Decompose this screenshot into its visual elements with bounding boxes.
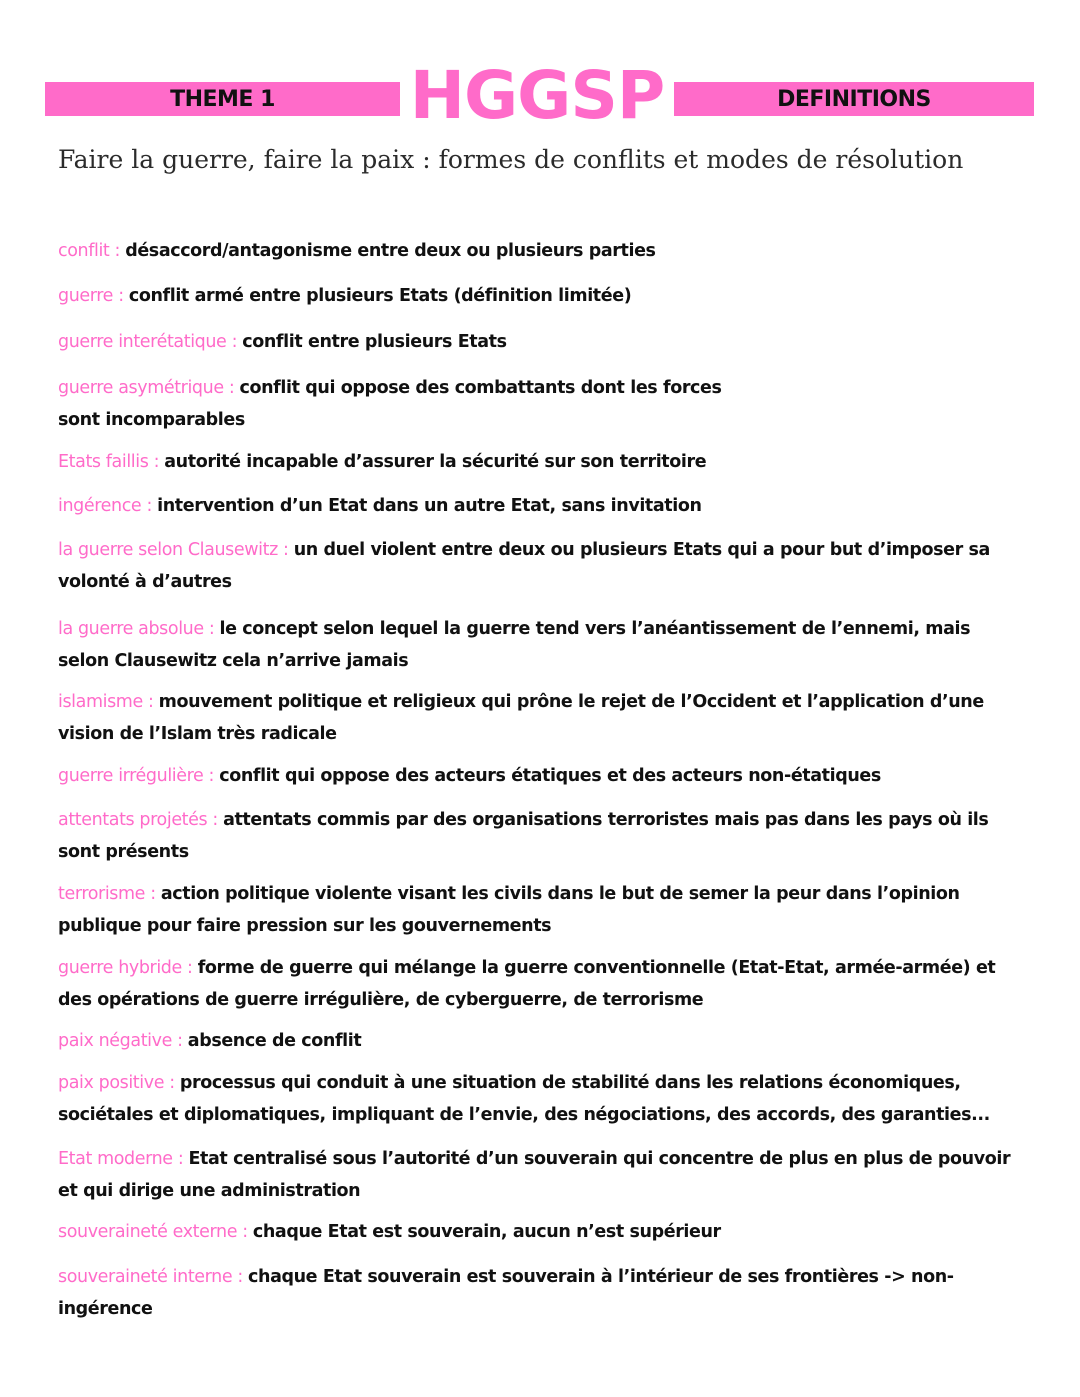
definition-text: conflit entre plusieurs Etats <box>242 332 507 352</box>
definition-text: intervention d’un Etat dans un autre Etat, sans invitation <box>157 496 702 516</box>
definition-item: guerre irrégulière : conflit qui oppose des acteurs étatiques et des acteurs non-étatiques <box>58 766 881 786</box>
definition-term: souveraineté interne <box>58 1267 233 1287</box>
definition-item: souveraineté externe : chaque Etat est souverain, aucun n’est supérieur <box>58 1222 721 1242</box>
definition-text: attentats commis par des organisations terroristes mais pas dans les pays où ils sont présents <box>58 810 989 862</box>
definition-item: Etats faillis : autorité incapable d’assurer la sécurité sur son territoire <box>58 452 707 472</box>
definition-term: conflit <box>58 241 110 261</box>
definition-term: attentats projetés <box>58 810 208 830</box>
definition-term: guerre interétatique <box>58 332 227 352</box>
definition-term: la guerre selon Clausewitz <box>58 540 278 560</box>
definition-item: paix négative : absence de conflit <box>58 1031 362 1051</box>
definition-text: un duel violent entre deux ou plusieurs Etats qui a pour but d’imposer sa volonté à d’autres <box>58 540 990 592</box>
definition-item: attentats projetés : attentats commis par des organisations terroristes mais pas dans les pays où ils sont présents <box>58 810 989 862</box>
definition-term: islamisme <box>58 692 143 712</box>
definition-text: autorité incapable d’assurer la sécurité sur son territoire <box>164 452 707 472</box>
definition-item: guerre asymétrique : conflit qui oppose des combattants dont les forces sont incomparables <box>58 378 722 430</box>
definition-item: ingérence : intervention d’un Etat dans un autre Etat, sans invitation <box>58 496 702 516</box>
definition-term: guerre irrégulière <box>58 766 204 786</box>
definition-text: processus qui conduit à une situation de stabilité dans les relations économiques, sociétales et diplomatiques, impliquant de l’envie, des négociations, des accords, des garanties... <box>58 1073 990 1125</box>
definition-term: paix positive <box>58 1073 165 1093</box>
definition-text: action politique violente visant les civils dans le but de semer la peur dans l’opinion publique pour faire pression sur les gouvernements <box>58 884 960 936</box>
section-label: DEFINITIONS <box>777 86 931 112</box>
definition-text: chaque Etat souverain est souverain à l’intérieur de ses frontières -> non-ingérence <box>58 1267 954 1319</box>
definition-text: conflit armé entre plusieurs Etats (définition limitée) <box>128 286 632 306</box>
definition-term: Etat moderne <box>58 1149 173 1169</box>
definition-term: terrorisme <box>58 884 146 904</box>
definition-term: guerre hybride <box>58 958 182 978</box>
definition-text: conflit qui oppose des combattants dont les forces sont incomparables <box>58 378 722 430</box>
definition-item: Etat moderne : Etat centralisé sous l’autorité d’un souverain qui concentre de plus en plus de pouvoir et qui dirige une administration <box>58 1149 1011 1201</box>
definition-item: guerre : conflit armé entre plusieurs Etats (définition limitée) <box>58 286 632 306</box>
definition-term: guerre asymétrique <box>58 378 224 398</box>
definition-term: Etats faillis <box>58 452 149 472</box>
definition-term: ingérence <box>58 496 142 516</box>
definition-text: absence de conflit <box>187 1031 362 1051</box>
theme-label: THEME 1 <box>170 86 275 112</box>
definition-item: terrorisme : action politique violente visant les civils dans le but de semer la peur dans l’opinion publique pour faire pression sur les gouvernements <box>58 884 960 936</box>
definition-item: la guerre absolue : le concept selon lequel la guerre tend vers l’anéantissement de l’ennemi, mais selon Clausewitz cela n’arrive jamais <box>58 619 971 671</box>
definition-item: paix positive : processus qui conduit à une situation de stabilité dans les relations économiques, sociétales et diplomatiques, impliquant de l’envie, des négociations, des accords, des garanties... <box>58 1073 990 1125</box>
definition-term: paix négative <box>58 1031 172 1051</box>
definition-item: islamisme : mouvement politique et religieux qui prône le rejet de l’Occident et l’application d’une vision de l’Islam très radicale <box>58 692 984 744</box>
definition-text: forme de guerre qui mélange la guerre conventionnelle (Etat-Etat, armée-armée) et des opérations de guerre irrégulière, de cyberguerre, de terrorisme <box>58 958 996 1010</box>
definition-text: chaque Etat est souverain, aucun n’est supérieur <box>252 1222 721 1242</box>
page-subtitle: Faire la guerre, faire la paix : formes de conflits et modes de résolution <box>58 145 964 174</box>
definition-item: conflit : désaccord/antagonisme entre deux ou plusieurs parties <box>58 241 656 261</box>
definition-text: mouvement politique et religieux qui prône le rejet de l’Occident et l’application d’une vision de l’Islam très radicale <box>58 692 984 744</box>
definition-term: guerre <box>58 286 114 306</box>
definition-item: souveraineté interne : chaque Etat souverain est souverain à l’intérieur de ses frontières -> non-ingérence <box>58 1267 954 1319</box>
definition-text: le concept selon lequel la guerre tend vers l’anéantissement de l’ennemi, mais selon Clausewitz cela n’arrive jamais <box>58 619 971 671</box>
definition-text: désaccord/antagonisme entre deux ou plusieurs parties <box>125 241 656 261</box>
definition-item: guerre interétatique : conflit entre plusieurs Etats <box>58 332 507 352</box>
definition-text: Etat centralisé sous l’autorité d’un souverain qui concentre de plus en plus de pouvoir et qui dirige une administration <box>58 1149 1011 1201</box>
definition-term: la guerre absolue <box>58 619 204 639</box>
definition-text: conflit qui oppose des acteurs étatiques et des acteurs non-étatiques <box>219 766 881 786</box>
definition-item: guerre hybride : forme de guerre qui mélange la guerre conventionnelle (Etat-Etat, armée-armée) et des opérations de guerre irrégulière, de cyberguerre, de terrorisme <box>58 958 996 1010</box>
definition-item: la guerre selon Clausewitz : un duel violent entre deux ou plusieurs Etats qui a pour but d’imposer sa volonté à d’autres <box>58 540 990 592</box>
definition-term: souveraineté externe <box>58 1222 238 1242</box>
page-title: HGGSP <box>409 57 665 134</box>
